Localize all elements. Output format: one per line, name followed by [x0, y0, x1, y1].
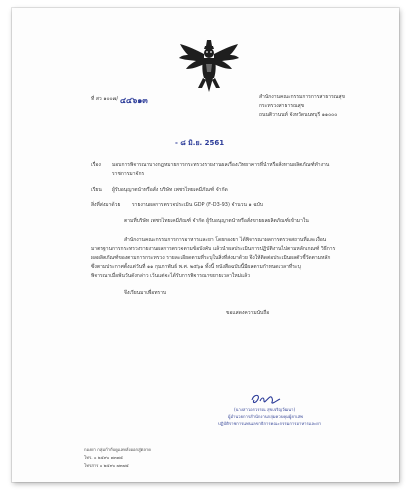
org-ministry: กระทรวงสาธารณสุข [259, 103, 305, 109]
closing-request: จึงเรียนมาเพื่อทราบ [124, 290, 167, 296]
signer-name: (นางสาวอรวรรณ สุขเจริญวัฒนา) [234, 407, 296, 412]
footer-telephone: โทร. ๐ ๒๕๙๐ ๗๓๗๕ [84, 455, 124, 460]
signer-title: ผู้อำนวยการสำนักงานกลุ่มควบคุมผู้ยาเสพ [228, 414, 303, 419]
signer-acting-title: ปฏิบัติราชการแทนเลขาธิการคณะกรรมการอาหารและยา [218, 421, 322, 426]
reference-number: ที่ สว ๑๐๐๗/ [91, 96, 119, 102]
letter-page [12, 8, 399, 482]
subject-line-1: มอบการพิจารณาบางกฎหมายการกระทรวงรายงานผลเรื่องเวิทยาคารที่นำหรือสั่งหามผลิตภัณฑ์ทำงาน [112, 162, 330, 168]
body-intro: ตามที่บริษัท เพชรไทยเคมีภัณฑ์ จำกัด ผู้รับอนุญาตนำหรือสั่งขายผลผลิตภัณฑ์เข้ามาใน [124, 218, 309, 224]
salutation-label: เรียน [91, 187, 102, 193]
recipient: ผู้รับอนุญาตนำหรือสั่ง บริษัท เพชรไทยเคมีภัณฑ์ จำกัด [112, 187, 228, 193]
org-name: สำนักงานคณะกรรมการการสาธารณสุข [259, 94, 345, 100]
signature-icon [246, 388, 290, 408]
letter-date: - ๘ มิ.ย. 2561 [175, 139, 225, 147]
garuda-emblem-icon [176, 38, 242, 96]
body-line: ซึ่งตามประกาศตั้งแต่วันที่ ๑๑ กุมภาพันธ์ พ.ศ. ๒๕๖๑ ทั้งนี้ หนังสือฉบับนี้มีผลตามกำหนดเวลาที่ระบุ [91, 264, 301, 270]
subject-label: เรื่อง [91, 162, 101, 168]
attachment-label: สิ่งที่ส่งมาด้วย [91, 202, 121, 208]
attachment-text: รายงานผลการตรวจประเมิน GDP (F-D3-93) จำนวน ๑ ฉบับ [132, 202, 264, 208]
footer-department: กองยา กลุ่มกำกับดูแลหลังออกสู่ตลาด [84, 447, 152, 452]
respect-closing: ขอแสดงความนับถือ [226, 310, 270, 316]
handwritten-ref-number: ๔๔๖๑๓ [120, 96, 148, 105]
org-address: ถนนติวานนท์ จังหวัดนนทบุรี ๑๑๐๐๐ [259, 112, 338, 118]
footer-fax: โทรสาร ๐ ๒๕๙๐ ๗๓๗๕ [84, 463, 129, 468]
body-line: ผลผลิตภัณฑ์ของตามการกระทรวง รายละเอียดตามที่ระบุในสิ่งที่ส่งมาด้วย จึงให้ติดต่อประเมินผลตัวชี้วัดตามหลัก [91, 255, 331, 261]
body-line: มาตรฐานการกระทรวงรายงานผลการตรวจตามข้อบังคับ แล้วนำผลประเมินการปฏิบัติงานไปตามหลักเกณฑ์ วิธีการ [91, 246, 336, 252]
body-line: พิจารณาเมื่อพ้นวันดังกล่าว เว้นแต่จะได้รับการพิจารณาขยายเวลาใหม่แล้ว [91, 273, 251, 279]
body-line: สำนักงานคณะกรรมการการอาหารและยา โดยกองยา ได้พิจารณาผลการตรวจสถานที่และเงื่อน [124, 237, 327, 243]
subject-line-2: ราชการมาจักร [112, 171, 145, 177]
